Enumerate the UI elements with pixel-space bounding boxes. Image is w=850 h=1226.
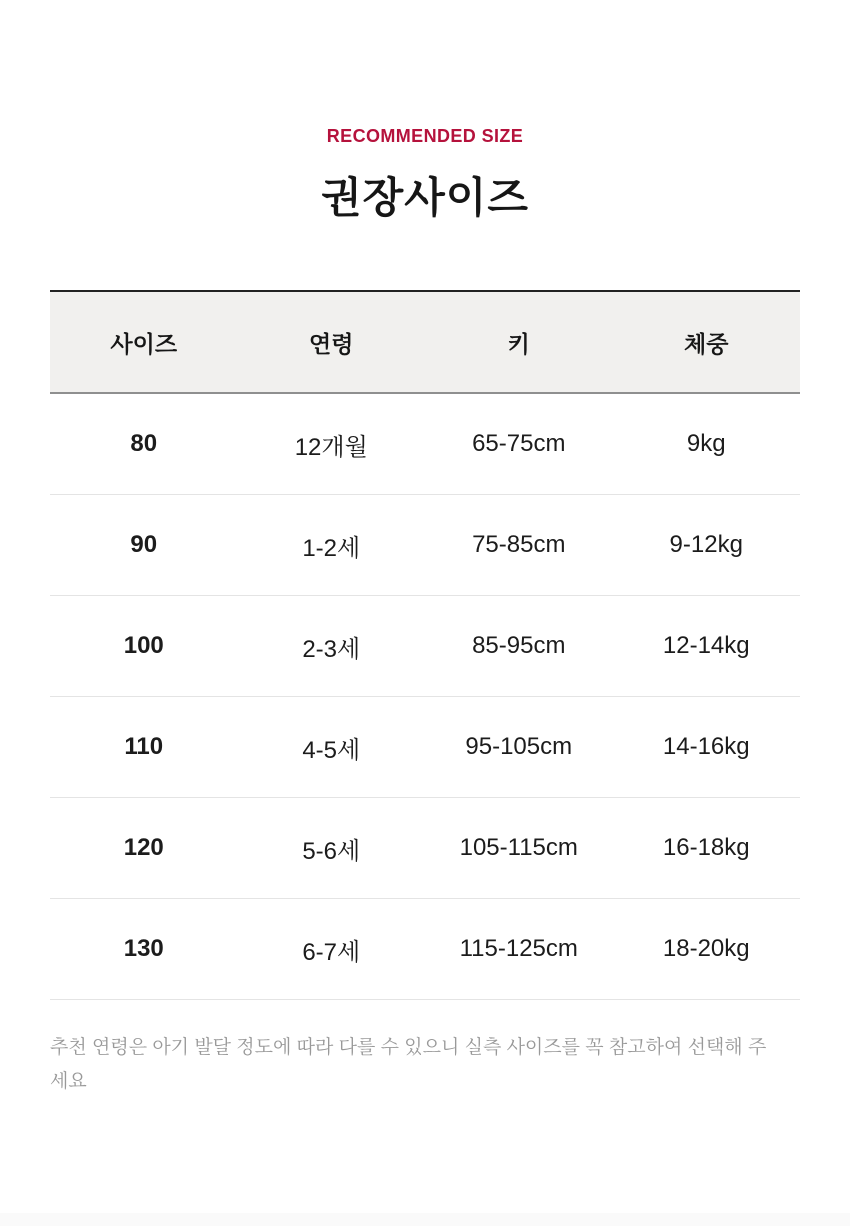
- size-cell: 90: [130, 531, 158, 558]
- weight-cell: 16-18kg: [662, 834, 750, 861]
- size-cell: 120: [123, 834, 164, 861]
- weight-cell: 14-16kg: [662, 733, 750, 760]
- size-disclaimer-text: 추천 연령은 아기 발달 정도에 따라 다를 수 있으니 실측 사이즈를 꼭 참고하여 선택해 주세요: [50, 1037, 767, 1092]
- table-header-row: [50, 292, 800, 394]
- table-row: [50, 899, 800, 1000]
- weight-cell: 9-12kg: [669, 531, 743, 558]
- table-row: [50, 495, 800, 596]
- weight-cell: 12-14kg: [662, 632, 750, 659]
- table-row: [50, 798, 800, 899]
- size-cell: 100: [123, 632, 164, 659]
- age-cell: 2-3세: [302, 635, 361, 663]
- height-cell: 85-95cm: [472, 632, 566, 659]
- size-table: [50, 290, 800, 1000]
- age-cell: 5-6세: [302, 837, 361, 865]
- weight-cell: 18-20kg: [662, 935, 750, 962]
- age-cell: 6-7세: [302, 938, 361, 966]
- page-title: 권장사이즈: [321, 174, 529, 221]
- table-row: [50, 394, 800, 495]
- table-row: [50, 596, 800, 697]
- height-cell: 95-105cm: [465, 733, 573, 760]
- size-cell: 130: [123, 935, 164, 962]
- next-section-divider: [0, 1213, 850, 1226]
- weight-cell: 9kg: [686, 430, 726, 457]
- section-header: [0, 126, 850, 222]
- col-header-age: 연령: [309, 330, 354, 357]
- height-cell: 75-85cm: [472, 531, 566, 558]
- col-header-size: 사이즈: [110, 330, 178, 357]
- height-cell: 65-75cm: [472, 430, 566, 457]
- eyebrow-label: RECOMMENDED SIZE: [326, 126, 524, 146]
- col-header-height: 키: [507, 330, 530, 357]
- col-header-weight: 체중: [684, 330, 729, 357]
- size-cell: 80: [130, 430, 158, 457]
- height-cell: 115-125cm: [459, 935, 578, 962]
- table-row: [50, 697, 800, 798]
- size-cell: 110: [124, 733, 164, 760]
- age-cell: 12개월: [294, 433, 368, 461]
- age-cell: 1-2세: [302, 534, 361, 562]
- age-cell: 4-5세: [302, 736, 361, 764]
- height-cell: 105-115cm: [459, 834, 578, 861]
